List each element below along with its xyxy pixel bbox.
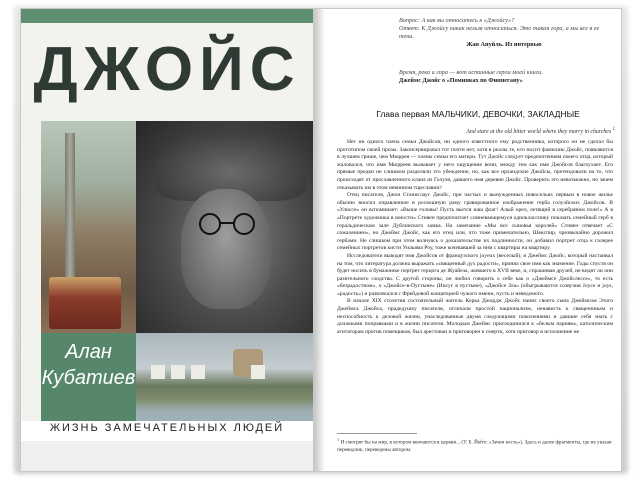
- text-page: [314, 8, 622, 472]
- glasses-icon: [196, 213, 258, 235]
- page-spine: [315, 9, 325, 471]
- book-cover: [20, 8, 314, 472]
- motto-text: And stare at the old bitter world where they marry in churches: [466, 128, 612, 135]
- tram-image: [49, 277, 121, 329]
- epigraph-2-source: Джеймс Джойс о «Поминках по Финнегану»: [399, 77, 523, 84]
- cover-title: ДЖОЙС: [33, 35, 301, 104]
- epigraph-2: [399, 69, 609, 85]
- epigraph-2-text: Время, река и гора — вот истинные герои моей книги.: [399, 69, 543, 76]
- paragraph: Нет ни одного члена семьи Джойсов, ни одного известного ему родственника, которого он не сделал бы прототипом своей прозы. Законсервировал тот почти нет, хотя в реалы те, кто носит фамилию Джойс, появляются в лучшем грише, чем Мюррея — члены семьи его матери. Тут Джойс следует предпочтениям своего отца, который жаловался, что имя Мюрреев вызывает у него ощущение вони, между тем как имя Джойсов благоухает. Его прямые предки не слишком разделяли это убеждение, но, как все ирландские Джойсы, претендовали на то, что происходят от прославленного клана из Голуэя, давшего имя деревне Джойс. Проверить это невозможно, но зачем отказывать им в этом невинном тщеславии?: [337, 139, 613, 191]
- paragraph: Исследователи выводят имя Джойсов от французского joyeux (веселый), и Джеймс Джойс, который настаивал на том, что литература должна выражать «священный дух радости», принял свое имя как знамение. Годы спустя он будет носить в бумажнике портрет герцога де Жуайеза, жившего в XVII веке, и, спрашивая друзей, не видят ли они разительного сходства. С другой стороны, он любил говорить о себе как о «Джеймсе Джойслессе», то есть «безрадостном», о «Джойсе-в-Пустыне» (Иисус в пустыне), «Джойсе Зла» (обыгрываются созвучия Joyce и joys, «радость») и развлекался с Фрейдовой концепцией чужого имени, пусть и неведомого.: [337, 252, 613, 297]
- epigraph-1-source: Жан Ануйль. Из интервью: [466, 41, 542, 48]
- body-text: [337, 139, 613, 336]
- cover-series: ЖИЗНЬ ЗАМЕЧАТЕЛЬНЫХ ЛЮДЕЙ: [49, 422, 285, 434]
- chapter-motto: [425, 127, 615, 135]
- cover-top-bar: [21, 9, 313, 23]
- epigraph-1: [399, 17, 609, 49]
- footnote-number: 1: [337, 437, 340, 442]
- cover-author: Алан Кубатиев: [41, 341, 136, 389]
- epigraph-1-answer: Ответ: К Джойсу никак нельзя относиться. Это такая гора, а мы все в ее тени.: [399, 25, 600, 40]
- paragraph: В начале XIX столетия состоятельный житель Корка Джордж Джойс нанял своего сына Джеймсом Этого Джеймса Джойса, прадедушку писателя, отличали простой национализм, ненависть к священникам и неспособность к деловой жизни, унаследованные двумя следующими поколениями и давшие себя знать с должными поправками и в жизни писателя. Молодым Джеймс присоединился к «белым парням», католическим агитаторам против помещиков, был арестован и приговорен к смерти, хотя приговор в исполнение не: [337, 298, 613, 335]
- footnote-text: И смотрят бы на мир, в котором венчаются в церкви... (У. Б. Йейтс «Зачем кость»). Здесь и далее фрагменты, где не указан переводчик, переведены автором.: [337, 439, 612, 453]
- monument-column: [65, 133, 75, 293]
- seaside-houses: [151, 365, 271, 383]
- motto-note-ref: 1: [612, 127, 615, 132]
- chapter-title: Глава первая МАЛЬЧИКИ, ДЕВОЧКИ, ЗАКЛАДНЫЕ: [376, 109, 580, 119]
- footnote: [337, 433, 613, 454]
- paragraph: Отец писателя, Джон Станислаус Джойс, при частых и вынужденных новосельях первым в новое жилье обычно вносил оправленное в роскошную раму гравированное изображение герба голуэйских Джойсов. В «Улиссе» он вспоминает: «Выше головы! Пусть вьется наш флаг! Алый орел, летящий в серебряном поле!» А в «Портрете художника в юности» Стивен предпочитает сомневающемуся однокласснику показать семейный герб в геральдическом зале Дублинского замка. На замечание «Мы все сыновья королей» Стивен отвечает «С сожалением», но Джеймс Джойс, как его отец или, что тоже примечательно, Шекспир, чрезвычайно дорожил гербами. Не слишком при этом волнуясь о доказательстве их подлинности, он добавил портрет отца к галерее семейных портретов кисти Уильяма Роу, тоже кочевавшей за ним с квартиры на квартиру.: [337, 192, 613, 252]
- footnote-rule: [337, 433, 417, 434]
- portrait-face: [181, 189, 271, 309]
- cover-bottom-strip: [21, 441, 313, 471]
- epigraph-1-question: Вопрос: А как вы относитесь к «Джойсу»?: [399, 17, 515, 24]
